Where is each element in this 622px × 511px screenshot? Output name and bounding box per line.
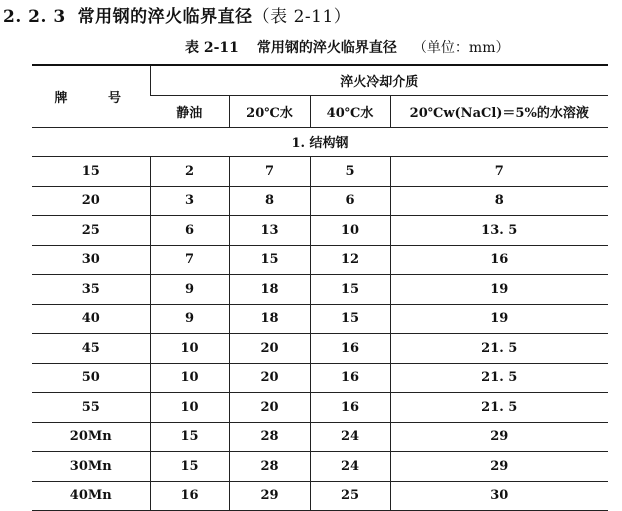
brand-cell: 20Mn <box>32 422 150 452</box>
category-row <box>32 127 608 157</box>
brand-cell: 35 <box>32 275 150 305</box>
value-cell: 18 <box>229 275 310 305</box>
brand-cell: 15 <box>32 157 150 187</box>
column-header: 20℃水 <box>229 95 310 127</box>
table-row <box>32 481 608 511</box>
value-cell: 16 <box>310 334 390 364</box>
value-cell: 21. 5 <box>390 334 608 364</box>
brand-cell: 40 <box>32 304 150 334</box>
value-cell: 15 <box>310 304 390 334</box>
table-caption-unit: （单位：mm） <box>412 40 510 56</box>
value-cell: 7 <box>150 245 229 275</box>
brand-cell: 50 <box>32 363 150 393</box>
column-header: 静油 <box>150 95 229 127</box>
table-row <box>32 157 608 187</box>
value-cell: 9 <box>150 275 229 305</box>
table-row <box>32 216 608 246</box>
value-cell: 7 <box>229 157 310 187</box>
value-cell: 15 <box>150 452 229 482</box>
value-cell: 13. 5 <box>390 216 608 246</box>
section-title-text: 常用钢的淬火临界直径 <box>77 7 253 27</box>
value-cell: 12 <box>310 245 390 275</box>
table-caption-title: 常用钢的淬火临界直径 <box>256 40 397 56</box>
table-row <box>32 452 608 482</box>
value-cell: 15 <box>310 275 390 305</box>
column-header: 20℃w(NaCl)＝5%的水溶液 <box>390 95 608 127</box>
value-cell: 6 <box>310 186 390 216</box>
table-row <box>32 363 608 393</box>
table-row <box>32 334 608 364</box>
value-cell: 10 <box>150 334 229 364</box>
value-cell: 3 <box>150 186 229 216</box>
value-cell: 21. 5 <box>390 363 608 393</box>
brand-cell: 55 <box>32 393 150 423</box>
value-cell: 29 <box>390 422 608 452</box>
value-cell: 2 <box>150 157 229 187</box>
value-cell: 19 <box>390 275 608 305</box>
value-cell: 24 <box>310 422 390 452</box>
value-cell: 20 <box>229 334 310 364</box>
value-cell: 16 <box>390 245 608 275</box>
column-header: 40℃水 <box>310 95 390 127</box>
value-cell: 28 <box>229 422 310 452</box>
quench-diameter-table <box>32 64 608 511</box>
table-row <box>32 245 608 275</box>
value-cell: 18 <box>229 304 310 334</box>
category-label: 1. 结构钢 <box>32 127 608 157</box>
table-row <box>32 186 608 216</box>
brand-cell: 30 <box>32 245 150 275</box>
value-cell: 5 <box>310 157 390 187</box>
value-cell: 15 <box>150 422 229 452</box>
value-cell: 16 <box>150 481 229 511</box>
brand-cell: 45 <box>32 334 150 364</box>
table-row <box>32 304 608 334</box>
value-cell: 16 <box>310 393 390 423</box>
table-row <box>32 393 608 423</box>
value-cell: 19 <box>390 304 608 334</box>
value-cell: 28 <box>229 452 310 482</box>
value-cell: 24 <box>310 452 390 482</box>
table-row <box>32 422 608 452</box>
value-cell: 15 <box>229 245 310 275</box>
value-cell: 29 <box>390 452 608 482</box>
value-cell: 29 <box>229 481 310 511</box>
value-cell: 13 <box>229 216 310 246</box>
brand-header: 牌 号 <box>32 65 150 127</box>
brand-cell: 25 <box>32 216 150 246</box>
value-cell: 8 <box>390 186 608 216</box>
value-cell: 16 <box>310 363 390 393</box>
section-heading <box>3 2 351 27</box>
section-table-ref: （表 2-11） <box>252 7 352 27</box>
value-cell: 30 <box>390 481 608 511</box>
value-cell: 10 <box>150 363 229 393</box>
section-number: 2. 2. 3 <box>3 7 66 27</box>
value-cell: 8 <box>229 186 310 216</box>
brand-cell: 20 <box>32 186 150 216</box>
value-cell: 7 <box>390 157 608 187</box>
quench-medium-header: 淬火冷却介质 <box>150 65 608 95</box>
brand-cell: 40Mn <box>32 481 150 511</box>
value-cell: 10 <box>310 216 390 246</box>
value-cell: 25 <box>310 481 390 511</box>
value-cell: 21. 5 <box>390 393 608 423</box>
table-caption <box>185 37 509 57</box>
value-cell: 6 <box>150 216 229 246</box>
value-cell: 20 <box>229 363 310 393</box>
table-caption-label: 表 2-11 <box>185 40 239 56</box>
table-row <box>32 275 608 305</box>
value-cell: 9 <box>150 304 229 334</box>
value-cell: 20 <box>229 393 310 423</box>
brand-cell: 30Mn <box>32 452 150 482</box>
value-cell: 10 <box>150 393 229 423</box>
